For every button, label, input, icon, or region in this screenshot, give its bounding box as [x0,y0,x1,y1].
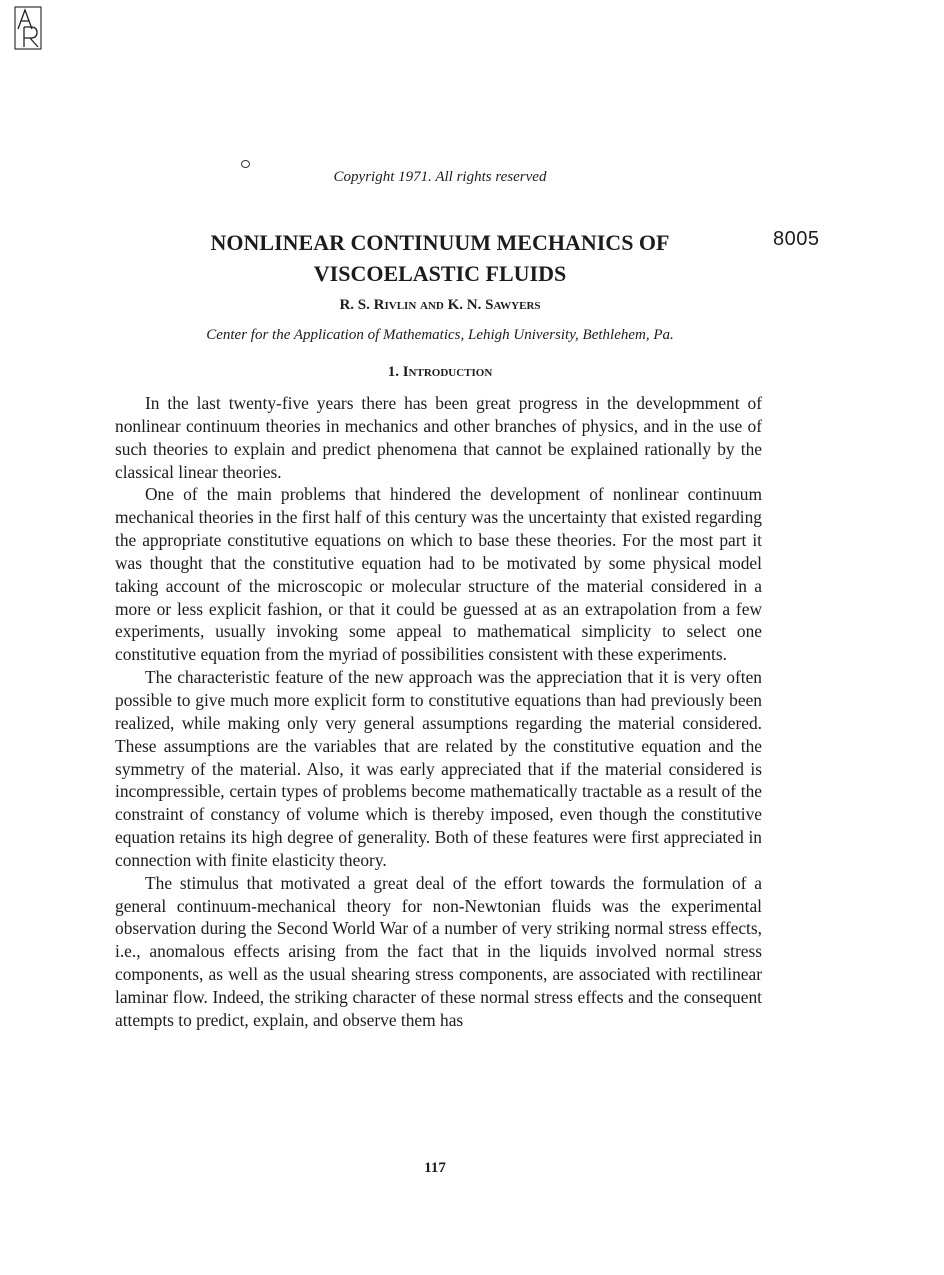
paragraph: One of the main problems that hindered the development of nonlinear continuum mechanical theories in the first half of this century was the uncertainty that existed regarding the appropriate constitutive equations on which to base these theories. For the most part it was thought that the constitutive equation had to be motivated by some physical model taking account of the microscopic or molecular structure of the material considered in a more or less explicit fashion, or that it could be guessed at as an extrapolation from a few experiments, usually invoking some appeal to mathematical simplicity to select one constitutive equation from the myriad of possibilities consistent with these experiments. [115,484,762,665]
author-affiliation: Center for the Application of Mathematics, Lehigh University, Bethlehem, Pa. [206,327,674,343]
author-2: K. N. Sawyers [447,297,541,313]
page-number: 117 [424,1160,446,1176]
publisher-logo [14,6,42,50]
section-title: Introduction [402,364,493,380]
ar-monogram-icon [14,6,42,50]
body-text [115,392,762,1032]
title-line-1: NONLINEAR CONTINUUM MECHANICS OF [210,230,670,255]
authors-conjunction: and [420,297,444,313]
section-number: 1. [387,364,399,380]
authors [140,297,740,314]
copyright-notice: Copyright 1971. All rights reserved [333,169,547,185]
paragraph: The stimulus that motivated a great deal of the effort towards the formulation of a general continuum-mechanical theory for non-Newtonian fluids was the experimental observation during the Second World War of a number of very striking normal stress effects, i.e., anomalous effects arising from the fact that in the liquids involved normal stress components, as well as the usual shearing stress components, are associated with rectilinear laminar flow. Indeed, the striking character of these normal stress effects and the consequent attempts to predict, explain, and observe them has [115,872,762,1030]
title-line-2: VISCOELASTIC FLUIDS [313,261,567,286]
paragraph: The characteristic feature of the new approach was the appreciation that it is very often possible to give much more explicit form to constitutive equations than had previously been realized, while making only very general assumptions regarding the material considered. These assumptions are the variables that are related by the constitutive equation and the symmetry of the material. Also, it was early appreciated that if the material considered is incompressible, certain types of problems become mathematically tractable as a result of the constraint of constancy of volume which is thereby imposed, even though the constitutive equation retains its high degree of generality. Both of these features were first appreciated in connection with finite elasticity theory. [115,667,762,870]
article-title [140,227,740,289]
paragraph: In the last twenty-five years there has been great progress in the developmment of nonlinear continuum theories in mechanics and other branches of physics, and in the use of such theories to explain and predict phenomena that cannot be explained rationally by the classical linear theories. [115,393,762,482]
section-heading [140,364,740,381]
decorative-mark [241,160,250,168]
author-1: R. S. Rivlin [339,297,417,313]
article-number: 8005 [773,228,820,250]
